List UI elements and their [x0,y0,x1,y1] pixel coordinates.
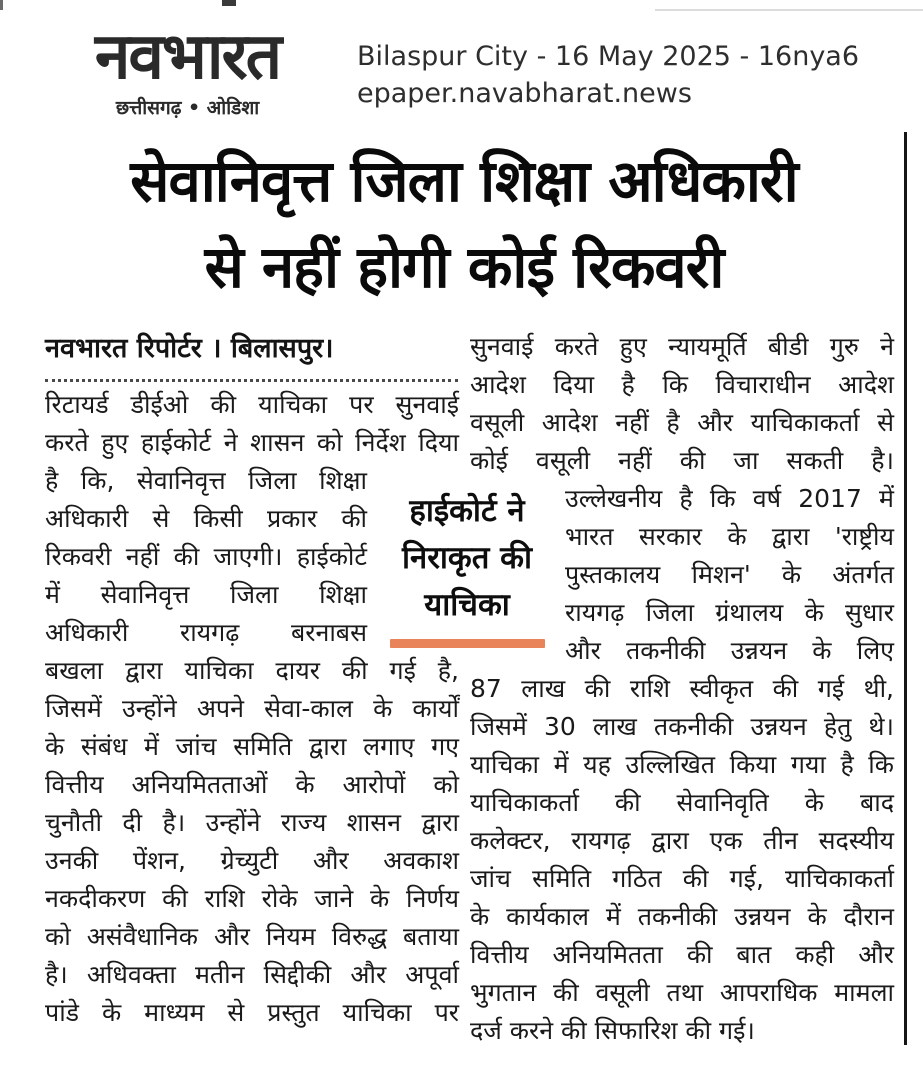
text-line: दर्ज करने की सिफारिश की गई। [470,1016,755,1045]
text-line: जिसमें 30 लाख तकनीकी उन्नयन हेतु थे। [470,712,894,741]
text-line: निराकृत की [401,540,533,576]
right-column-top [470,328,894,480]
byline: नवभारत रिपोर्टर । बिलासपुर। [45,333,334,364]
left-column-narrow [45,462,367,652]
edition-info [357,38,859,112]
text-line: रिटायर्ड डीईओ की याचिका पर सुनवाई [45,390,459,419]
text-line: अधिकारी से किसी प्रकार की [45,504,367,533]
text-line: को असंवैधानिक और नियम विरुद्ध बताया [45,922,459,951]
scan-artifact-notch [222,0,236,6]
epaper-url: epaper.navabharat.news [357,78,692,109]
text-line: वित्तीय अनियमितताओं के आरोपों को [45,770,459,799]
text-line: पांडे के माध्यम से प्रस्तुत याचिका पर [45,998,459,1027]
scan-artifact-line [655,9,923,11]
text-line: रिकवरी नहीं की जाएगी। हाईकोर्ट [45,542,367,571]
text-line: उल्लेखनीय है कि वर्ष 2017 में [565,484,894,513]
text-line: 87 लाख की राशि स्वीकृत की गई थी, [470,674,894,703]
text-line: पुस्तकालय मिशन' के अंतर्गत [565,560,894,589]
text-line: करते हुए हाईकोर्ट ने शासन को निर्देश दिया [45,428,459,457]
text-line: के संबंध में जांच समिति द्वारा लगाए गए [45,732,459,761]
text-line: कोई वसूली नहीं की जा सकती है। [470,446,894,475]
newspaper-tagline: छत्तीसगढ़ • ओडिशा [115,97,260,120]
article-headline [38,138,890,310]
scan-artifact-corner [0,0,3,10]
edition-dateline: Bilaspur City - 16 May 2025 - 16nya6 [357,41,860,72]
text-line: हाईकोर्ट ने [409,493,525,529]
text-line: चुनौती दी है। उन्होंने राज्य शासन द्वारा [45,808,459,837]
left-column-bottom [45,652,459,1032]
text-line: है कि, सेवानिवृत्त जिला शिक्षा [45,466,367,495]
text-line: उनकी पेंशन, ग्रेच्युटी और अवकाश [45,846,459,875]
text-line: रायगढ़ जिला ग्रंथालय के सुधार [565,598,894,627]
text-line: नकदीकरण की राशि रोके जाने के निर्णय [45,884,459,913]
text-line: में सेवानिवृत्त जिला शिक्षा [45,580,367,609]
pull-quote-text [370,488,564,629]
text-line: और तकनीकी उन्नयन के लिए [565,636,894,665]
text-line: भुगतान की वसूली तथा आपराधिक मामला [470,978,894,1007]
text-line: वित्तीय अनियमितता की बात कही और [470,940,894,969]
headline-line-2: से नहीं होगी कोई रिकवरी [204,233,724,301]
text-line: कलेक्टर, रायगढ़ द्वारा एक तीन सदस्यीय [470,826,894,855]
left-column-top [45,386,459,462]
text-line: है। अधिवक्ता मतीन सिद्दीकी और अपूर्वा [45,960,459,989]
text-line: जांच समिति गठित की गई, याचिकाकर्ता [470,864,894,893]
masthead [40,22,335,120]
headline-line-1: सेवानिवृत्त जिला शिक्षा अधिकारी [130,147,798,215]
text-line: सुनवाई करते हुए न्यायमूर्ति बीडी गुरु ने [470,332,894,361]
pull-quote-box [370,488,564,648]
byline-divider [45,379,458,382]
newspaper-logo: नवभारत [94,20,281,94]
text-line: याचिका [424,587,510,623]
text-line: याचिकाकर्ता की सेवानिवृति के बाद [470,788,894,817]
text-line: आदेश दिया है कि विचाराधीन आदेश [470,370,894,399]
text-line: याचिका में यह उल्लिखित किया गया है कि [470,750,894,779]
text-line: बखला द्वारा याचिका दायर की गई है, [45,656,459,685]
text-line: जिसमें उन्होंने अपने सेवा-काल के कार्यों [45,694,459,723]
text-line: अधिकारी रायगढ़ बरनाबस [45,618,367,647]
column-rule [904,132,907,1045]
text-line: वसूली आदेश नहीं है और याचिकाकर्ता से [470,408,894,437]
text-line: भारत सरकार के द्वारा 'राष्ट्रीय [565,522,894,551]
pull-quote-accent-bar [390,639,545,648]
right-column-bottom [470,670,894,1050]
right-column-indented [565,480,894,670]
text-line: के कार्यकाल में तकनीकी उन्नयन के दौरान [470,902,894,931]
